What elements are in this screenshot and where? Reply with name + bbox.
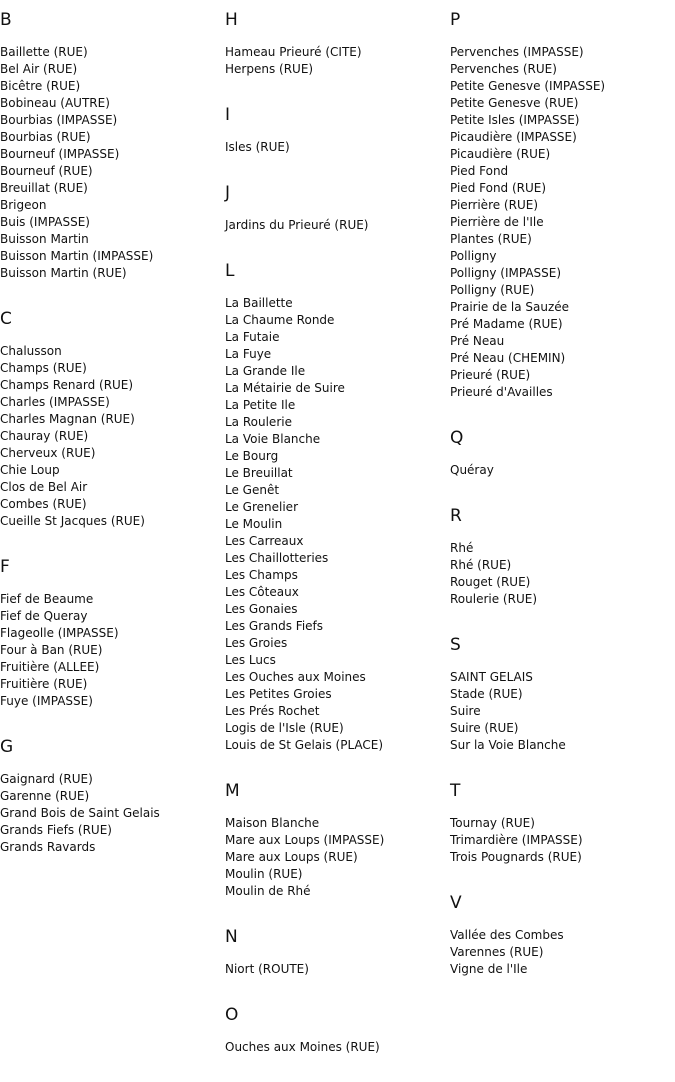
street-list-item [450,61,675,78]
street-list-item [450,44,675,61]
street-list-item [450,944,675,961]
street-link[interactable]: Pervenches (IMPASSE) [450,45,584,59]
street-list-item [450,78,675,95]
street-list [225,815,450,900]
street-link[interactable]: Petite Genesve (RUE) [450,96,579,110]
letter-group [450,780,675,866]
street-list-item [0,625,225,642]
letter-heading: H [225,10,238,30]
street-list-item [450,129,675,146]
street-list-item [0,822,225,839]
letter-group [450,427,675,479]
letter-group [225,104,450,156]
street-list [450,462,675,479]
letter-heading: G [0,737,14,757]
street-list [225,139,450,156]
street-list-item [225,669,450,686]
street-list-item [0,659,225,676]
letter-heading: P [450,10,461,30]
street-list-item [225,312,450,329]
street-link[interactable]: Bicêtre (RUE) [0,79,81,93]
street-list-item [450,849,675,866]
street-list-item [225,720,450,737]
letter-group [225,260,450,754]
street-list [225,1039,450,1056]
street-list-item [0,693,225,710]
street-link[interactable]: Maison Blanche [225,816,320,830]
street-link[interactable]: Louis de St Gelais (PLACE) [225,738,384,752]
street-link[interactable]: Le Genêt [225,483,280,497]
street-link[interactable]: Les Carreaux [225,534,304,548]
street-list-item [450,384,675,401]
street-list-item [0,129,225,146]
street-list-item [225,363,450,380]
letter-group [450,9,675,401]
street-list-item [450,961,675,978]
letter-heading: L [225,261,235,281]
street-link[interactable]: Vigne de l'Ile [450,962,528,976]
street-link[interactable]: Logis de l'Isle (RUE) [225,721,344,735]
street-link[interactable]: Les Gonaies [225,602,298,616]
street-list [450,815,675,866]
street-link[interactable]: Le Moulin [225,517,283,531]
street-list-item [225,832,450,849]
street-link[interactable]: Les Prés Rochet [225,704,320,718]
street-list-item [450,737,675,754]
street-list-item [0,445,225,462]
street-link[interactable]: La Fuye [225,347,272,361]
street-link[interactable]: Bel Air (RUE) [0,62,78,76]
street-list-item [225,635,450,652]
street-link[interactable]: Rhé (RUE) [450,558,512,572]
street-list-item [450,231,675,248]
street-link[interactable]: Gaignard (RUE) [0,772,93,786]
street-list-item [450,720,675,737]
street-link[interactable]: Chauray (RUE) [0,429,89,443]
street-list-item [0,496,225,513]
street-link[interactable]: Prieuré d'Availles [450,385,553,399]
letter-heading: S [450,635,461,655]
street-link[interactable]: La Petite Ile [225,398,296,412]
street-list-item [0,112,225,129]
street-link[interactable]: Moulin (RUE) [225,867,303,881]
street-list-item [0,248,225,265]
street-list-item [0,513,225,530]
street-list-item [0,428,225,445]
street-list-item [225,295,450,312]
street-list-item [225,961,450,978]
street-link[interactable]: Cherveux (RUE) [0,446,96,460]
street-list [450,927,675,978]
street-link[interactable]: Quéray [450,463,494,477]
street-link[interactable]: Prieuré (RUE) [450,368,531,382]
street-link[interactable]: Prairie de la Sauzée [450,300,570,314]
street-list-item [225,550,450,567]
street-link[interactable]: Brigeon [0,198,47,212]
street-link[interactable]: Bobineau (AUTRE) [0,96,110,110]
street-link[interactable]: Pierrière (RUE) [450,198,538,212]
letter-group [450,634,675,754]
street-link[interactable]: Combes (RUE) [0,497,87,511]
letter-group [225,1004,450,1056]
street-list-item [0,788,225,805]
street-list-item [450,316,675,333]
street-list-item [0,771,225,788]
street-list-item [225,380,450,397]
street-link[interactable]: Grands Fiefs (RUE) [0,823,112,837]
letter-group [0,9,225,282]
street-list-item [0,839,225,856]
street-list [0,591,225,710]
street-link[interactable]: Le Grenelier [225,500,298,514]
street-list-item [450,265,675,282]
street-list-item [0,360,225,377]
street-list-item [450,112,675,129]
street-link[interactable]: Bourneuf (IMPASSE) [0,147,120,161]
street-index-column-3 [450,9,675,1004]
letter-heading: Q [450,428,464,448]
letter-group [225,926,450,978]
letter-group [225,780,450,900]
street-list-item [0,163,225,180]
street-link[interactable]: Niort (ROUTE) [225,962,309,976]
street-link[interactable]: Bourneuf (RUE) [0,164,93,178]
street-list [450,44,675,401]
street-link[interactable]: Fruitière (ALLEE) [0,660,100,674]
street-list-item [0,676,225,693]
street-list-item [450,367,675,384]
street-list-item [225,397,450,414]
street-link[interactable]: La Métairie de Suire [225,381,345,395]
street-list-item [0,343,225,360]
letter-group [0,736,225,856]
street-list-item [225,482,450,499]
street-link[interactable]: Les Groies [225,636,288,650]
street-list-item [225,601,450,618]
letter-group [450,892,675,978]
letter-heading: O [225,1005,239,1025]
street-list-item [225,567,450,584]
street-link[interactable]: Chie Loup [0,463,60,477]
street-list-item [0,61,225,78]
street-list-item [225,44,450,61]
street-index-column-1 [0,9,225,882]
letter-group [0,556,225,710]
street-link[interactable]: Flageolle (IMPASSE) [0,626,119,640]
letter-heading: V [450,893,462,913]
street-link[interactable]: Stade (RUE) [450,687,523,701]
street-list-item [450,146,675,163]
street-list [450,540,675,608]
street-link[interactable]: Polligny (RUE) [450,283,535,297]
street-link[interactable]: Trois Pougnards (RUE) [450,850,582,864]
street-list-item [450,95,675,112]
street-link[interactable]: Les Lucs [225,653,276,667]
street-link[interactable]: La Voie Blanche [225,432,321,446]
letter-group [225,9,450,78]
street-list-item [450,462,675,479]
street-link[interactable]: Bourbias (IMPASSE) [0,113,118,127]
street-link[interactable]: Chalusson [0,344,62,358]
street-link[interactable]: Sur la Voie Blanche [450,738,566,752]
street-link[interactable]: Les Petites Groies [225,687,332,701]
street-list-item [225,1039,450,1056]
street-list-item [225,652,450,669]
street-link[interactable]: Garenne (RUE) [0,789,90,803]
street-link[interactable]: Les Ouches aux Moines [225,670,366,684]
street-list-item [450,180,675,197]
street-list-item [225,448,450,465]
street-list-item [0,265,225,282]
street-link[interactable]: Polligny (IMPASSE) [450,266,562,280]
street-link[interactable]: Polligny [450,249,497,263]
street-list-item [450,214,675,231]
street-list-item [450,591,675,608]
street-list-item [0,180,225,197]
street-link[interactable]: Les Grands Fiefs [225,619,324,633]
street-list-item [0,608,225,625]
street-link[interactable]: Champs Renard (RUE) [0,378,134,392]
street-list-item [0,394,225,411]
street-list-item [0,462,225,479]
street-list-item [450,832,675,849]
street-link[interactable]: Breuillat (RUE) [0,181,88,195]
street-list [0,44,225,282]
street-link[interactable]: Moulin de Rhé [225,884,311,898]
street-list-item [450,927,675,944]
street-link[interactable]: Picaudière (RUE) [450,147,551,161]
street-link[interactable]: Petite Genesve (IMPASSE) [450,79,606,93]
street-list-item [225,414,450,431]
street-link[interactable]: Buisson Martin [0,232,89,246]
street-list-item [225,686,450,703]
street-list [450,669,675,754]
street-link[interactable]: Fuye (IMPASSE) [0,694,93,708]
letter-heading: J [225,183,231,203]
street-link[interactable]: Fief de Beaume [0,592,94,606]
street-list-item [450,248,675,265]
street-list-item [225,815,450,832]
street-list-item [0,78,225,95]
street-link[interactable]: Petite Isles (IMPASSE) [450,113,580,127]
street-link[interactable]: Isles (RUE) [225,140,290,154]
letter-group [225,182,450,234]
street-link[interactable]: Suire [450,704,481,718]
letter-group [450,505,675,608]
street-link[interactable]: Pré Madame (RUE) [450,317,563,331]
street-link[interactable]: Buisson Martin (IMPASSE) [0,249,154,263]
street-list-item [0,411,225,428]
letter-heading: N [225,927,238,947]
street-list-item [450,574,675,591]
street-list [225,295,450,754]
letter-heading: R [450,506,462,526]
street-link[interactable]: La Futaie [225,330,280,344]
street-link[interactable]: La Roulerie [225,415,292,429]
street-list-item [450,703,675,720]
letter-group [0,308,225,530]
street-link[interactable]: Fief de Queray [0,609,88,623]
street-list-item [225,516,450,533]
street-link[interactable]: SAINT GELAIS [450,670,533,684]
street-link[interactable]: Buis (IMPASSE) [0,215,90,229]
street-list-item [225,703,450,720]
street-link[interactable]: Pied Fond [450,164,509,178]
letter-heading: T [450,781,461,801]
street-list-item [225,139,450,156]
street-list-item [225,61,450,78]
street-link[interactable]: Le Breuillat [225,466,293,480]
street-list-item [0,214,225,231]
street-link[interactable]: Les Côteaux [225,585,299,599]
street-link[interactable]: Fruitière (RUE) [0,677,88,691]
street-link[interactable]: La Baillette [225,296,293,310]
street-list [225,44,450,78]
street-link[interactable]: Les Chaillotteries [225,551,329,565]
letter-heading: C [0,309,12,329]
letter-heading: M [225,781,240,801]
street-link[interactable]: Hameau Prieuré (CITE) [225,45,362,59]
street-list-item [225,883,450,900]
street-list-item [225,737,450,754]
street-link[interactable]: Herpens (RUE) [225,62,314,76]
street-index-column-2 [225,9,450,1082]
street-link[interactable]: Ouches aux Moines (RUE) [225,1040,380,1054]
street-link[interactable]: La Grande Ile [225,364,306,378]
street-list-item [225,329,450,346]
street-list-item [0,591,225,608]
street-link[interactable]: Le Bourg [225,449,279,463]
street-list-item [0,642,225,659]
street-list-item [450,540,675,557]
street-link[interactable]: Charles Magnan (RUE) [0,412,135,426]
street-link[interactable]: Varennes (RUE) [450,945,544,959]
street-list-item [0,377,225,394]
street-link[interactable]: Pervenches (RUE) [450,62,557,76]
street-list-item [225,217,450,234]
street-list-item [225,465,450,482]
street-link[interactable]: Vallée des Combes [450,928,564,942]
street-list-item [450,815,675,832]
street-link[interactable]: Trimardière (IMPASSE) [450,833,583,847]
street-list-item [0,197,225,214]
street-list-item [450,669,675,686]
street-list-item [0,231,225,248]
street-list-item [0,479,225,496]
street-list-item [0,44,225,61]
street-link[interactable]: La Chaume Ronde [225,313,335,327]
street-link[interactable]: Plantes (RUE) [450,232,532,246]
street-link[interactable]: Bourbias (RUE) [0,130,91,144]
street-link[interactable]: Four à Ban (RUE) [0,643,103,657]
street-link[interactable]: Clos de Bel Air [0,480,88,494]
street-list [225,217,450,234]
street-link[interactable]: Grand Bois de Saint Gelais [0,806,160,820]
street-link[interactable]: Pré Neau (CHEMIN) [450,351,566,365]
street-link[interactable]: Pied Fond (RUE) [450,181,547,195]
street-list-item [0,146,225,163]
street-list [0,771,225,856]
street-link[interactable]: Cueille St Jacques (RUE) [0,514,145,528]
street-list [0,343,225,530]
street-list-item [0,95,225,112]
street-link[interactable]: Tournay (RUE) [450,816,535,830]
street-link[interactable]: Roulerie (RUE) [450,592,537,606]
street-link[interactable]: Mare aux Loups (RUE) [225,850,358,864]
street-list-item [225,866,450,883]
street-link[interactable]: Pré Neau [450,334,505,348]
street-link[interactable]: Baillette (RUE) [0,45,88,59]
street-list-item [450,197,675,214]
street-list-item [450,686,675,703]
street-link[interactable]: Les Champs [225,568,298,582]
letter-heading: I [225,105,231,125]
street-link[interactable]: Grands Ravards [0,840,96,854]
street-list-item [225,346,450,363]
letter-heading: F [0,557,10,577]
street-list-item [225,849,450,866]
street-list-item [225,499,450,516]
street-link[interactable]: Buisson Martin (RUE) [0,266,127,280]
street-list-item [450,299,675,316]
street-list-item [450,282,675,299]
street-list [225,961,450,978]
street-link[interactable]: Champs (RUE) [0,361,87,375]
street-list-item [225,431,450,448]
street-list-item [225,533,450,550]
street-link[interactable]: Jardins du Prieuré (RUE) [225,218,369,232]
street-link[interactable]: Mare aux Loups (IMPASSE) [225,833,385,847]
street-list-item [450,350,675,367]
street-list-item [450,163,675,180]
street-list-item [225,584,450,601]
street-link[interactable]: Picaudière (IMPASSE) [450,130,577,144]
street-link[interactable]: Suire (RUE) [450,721,519,735]
street-link[interactable]: Pierrière de l'Ile [450,215,544,229]
street-link[interactable]: Charles (IMPASSE) [0,395,110,409]
street-list-item [0,805,225,822]
letter-heading: B [0,10,12,30]
street-link[interactable]: Rouget (RUE) [450,575,531,589]
street-list-item [450,557,675,574]
street-link[interactable]: Rhé [450,541,474,555]
street-list-item [450,333,675,350]
street-list-item [225,618,450,635]
